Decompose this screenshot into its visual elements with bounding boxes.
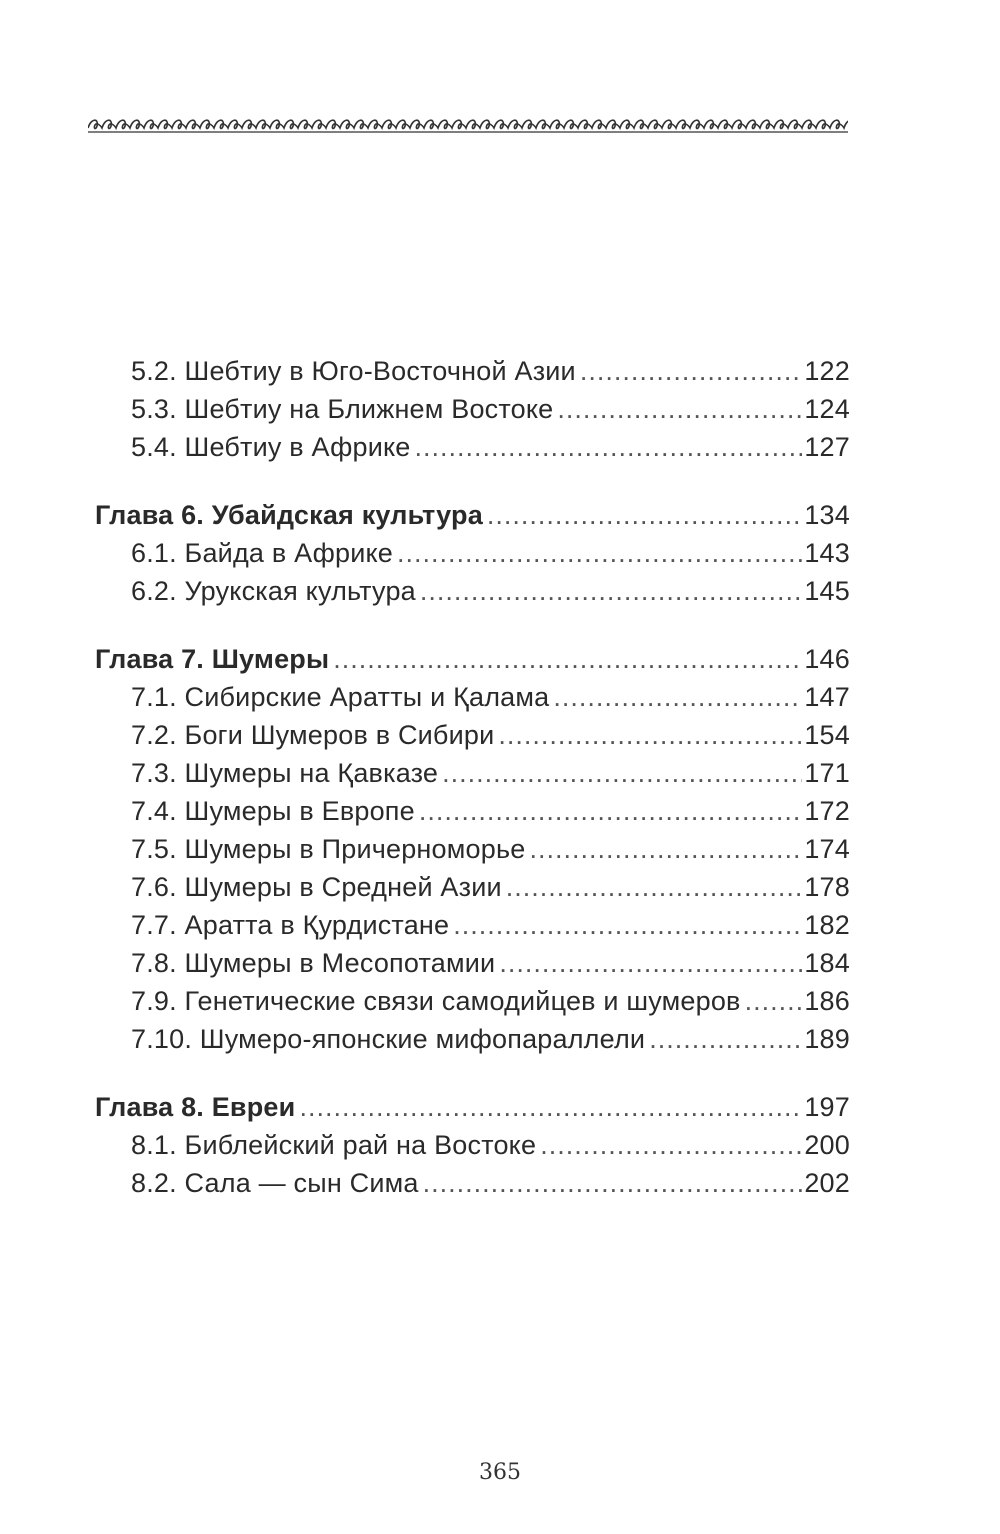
toc-entry-title: 7.4. Шумеры в Европе [131,796,415,826]
decorative-border-ornament [88,116,848,136]
toc-entry-5-3[interactable] [95,390,850,428]
toc-leader-dots [415,428,803,466]
toc-entry-7-7[interactable] [95,906,850,944]
toc-entry-7-10[interactable] [95,1020,850,1058]
toc-leader-dots [498,716,802,754]
toc-chapter-page: 197 [804,1092,850,1122]
toc-entry-page: 171 [804,758,850,788]
toc-entry-7-6[interactable] [95,868,850,906]
toc-leader-dots [506,868,803,906]
toc-leader-dots [423,1164,803,1202]
toc-entry-7-5[interactable] [95,830,850,868]
toc-leader-dots [540,1126,802,1164]
toc-leader-dots [649,1020,802,1058]
toc-entry-title: 8.2. Сала — сын Сима [131,1168,419,1198]
toc-entry-7-4[interactable] [95,792,850,830]
toc-entry-8-1[interactable] [95,1126,850,1164]
toc-entry-page: 174 [804,834,850,864]
toc-entry-7-3[interactable] [95,754,850,792]
toc-entry-page: 145 [804,576,850,606]
toc-entry-5-4[interactable] [95,428,850,466]
toc-entry-page: 182 [804,910,850,940]
toc-entry-title: 6.2. Урукская культура [131,576,416,606]
toc-entry-title: 6.1. Байда в Африке [131,538,394,568]
toc-chapter-title: Глава 7. Шумеры [95,644,330,674]
page-number: 365 [479,1460,521,1485]
toc-chapter-page: 146 [804,644,850,674]
toc-leader-dots [580,352,803,390]
toc-entry-6-1[interactable] [95,534,850,572]
toc-entry-page: 184 [804,948,850,978]
toc-chapter-8[interactable] [95,1088,850,1126]
toc-leader-dots [419,792,802,830]
toc-entry-8-2[interactable] [95,1164,850,1202]
toc-entry-page: 200 [804,1130,850,1160]
toc-leader-dots [529,830,802,868]
toc-entry-5-2[interactable] [95,352,850,390]
toc-entry-page: 178 [804,872,850,902]
toc-leader-dots [553,678,802,716]
toc-entry-title: 7.8. Шумеры в Месопотамии [131,948,496,978]
toc-entry-title: 7.6. Шумеры в Средней Азии [131,872,502,902]
toc-entry-title: 7.2. Боги Шумеров в Сибири [131,720,495,750]
toc-entry-page: 202 [804,1168,850,1198]
toc-entry-page: 124 [804,394,850,424]
toc-leader-dots [499,944,802,982]
toc-leader-dots [557,390,802,428]
toc-leader-dots [453,906,802,944]
toc-leader-dots [333,640,802,678]
toc-leader-dots [420,572,802,610]
toc-leader-dots [745,982,803,1020]
toc-entry-page: 147 [804,682,850,712]
toc-entry-7-8[interactable] [95,944,850,982]
toc-chapter-title: Глава 8. Евреи [95,1092,296,1122]
toc-leader-dots [397,534,802,572]
toc-entry-6-2[interactable] [95,572,850,610]
section-gap [95,1058,850,1088]
toc-chapter-7[interactable] [95,640,850,678]
toc-entry-page: 143 [804,538,850,568]
toc-entry-7-2[interactable] [95,716,850,754]
toc-entry-title: 5.2. Шебтиу в Юго-Восточной Азии [131,356,576,386]
toc-leader-dots [299,1088,802,1126]
toc-entry-title: 8.1. Библейский рай на Востоке [131,1130,537,1160]
toc-entry-title: 7.5. Шумеры в Причерноморье [131,834,526,864]
toc-entry-title: 7.3. Шумеры на Қавказе [131,758,439,788]
toc-entry-title: 7.10. Шумеро-японские мифопараллели [131,1024,646,1054]
toc-chapter-title: Глава 6. Убайдская культура [95,500,483,530]
toc-entry-page: 172 [804,796,850,826]
toc-entry-title: 7.1. Сибирские Аратты и Қалама [131,682,550,712]
toc-leader-dots [442,754,802,792]
section-gap [95,466,850,496]
toc-leader-dots [487,496,802,534]
toc-chapter-6[interactable] [95,496,850,534]
toc-entry-7-1[interactable] [95,678,850,716]
toc-entry-page: 122 [804,356,850,386]
toc-entry-page: 127 [804,432,850,462]
toc-entry-page: 154 [804,720,850,750]
toc-chapter-page: 134 [804,500,850,530]
toc-entry-7-9[interactable] [95,982,850,1020]
toc-entry-title: 5.4. Шебтиу в Африке [131,432,411,462]
toc-entry-title: 7.9. Генетические связи самодийцев и шумеров [131,986,741,1016]
section-gap [95,610,850,640]
table-of-contents [95,352,850,1202]
toc-entry-title: 5.3. Шебтиу на Ближнем Востоке [131,394,554,424]
toc-entry-page: 186 [804,986,850,1016]
toc-entry-page: 189 [804,1024,850,1054]
toc-entry-title: 7.7. Аратта в Қурдистане [131,910,450,940]
